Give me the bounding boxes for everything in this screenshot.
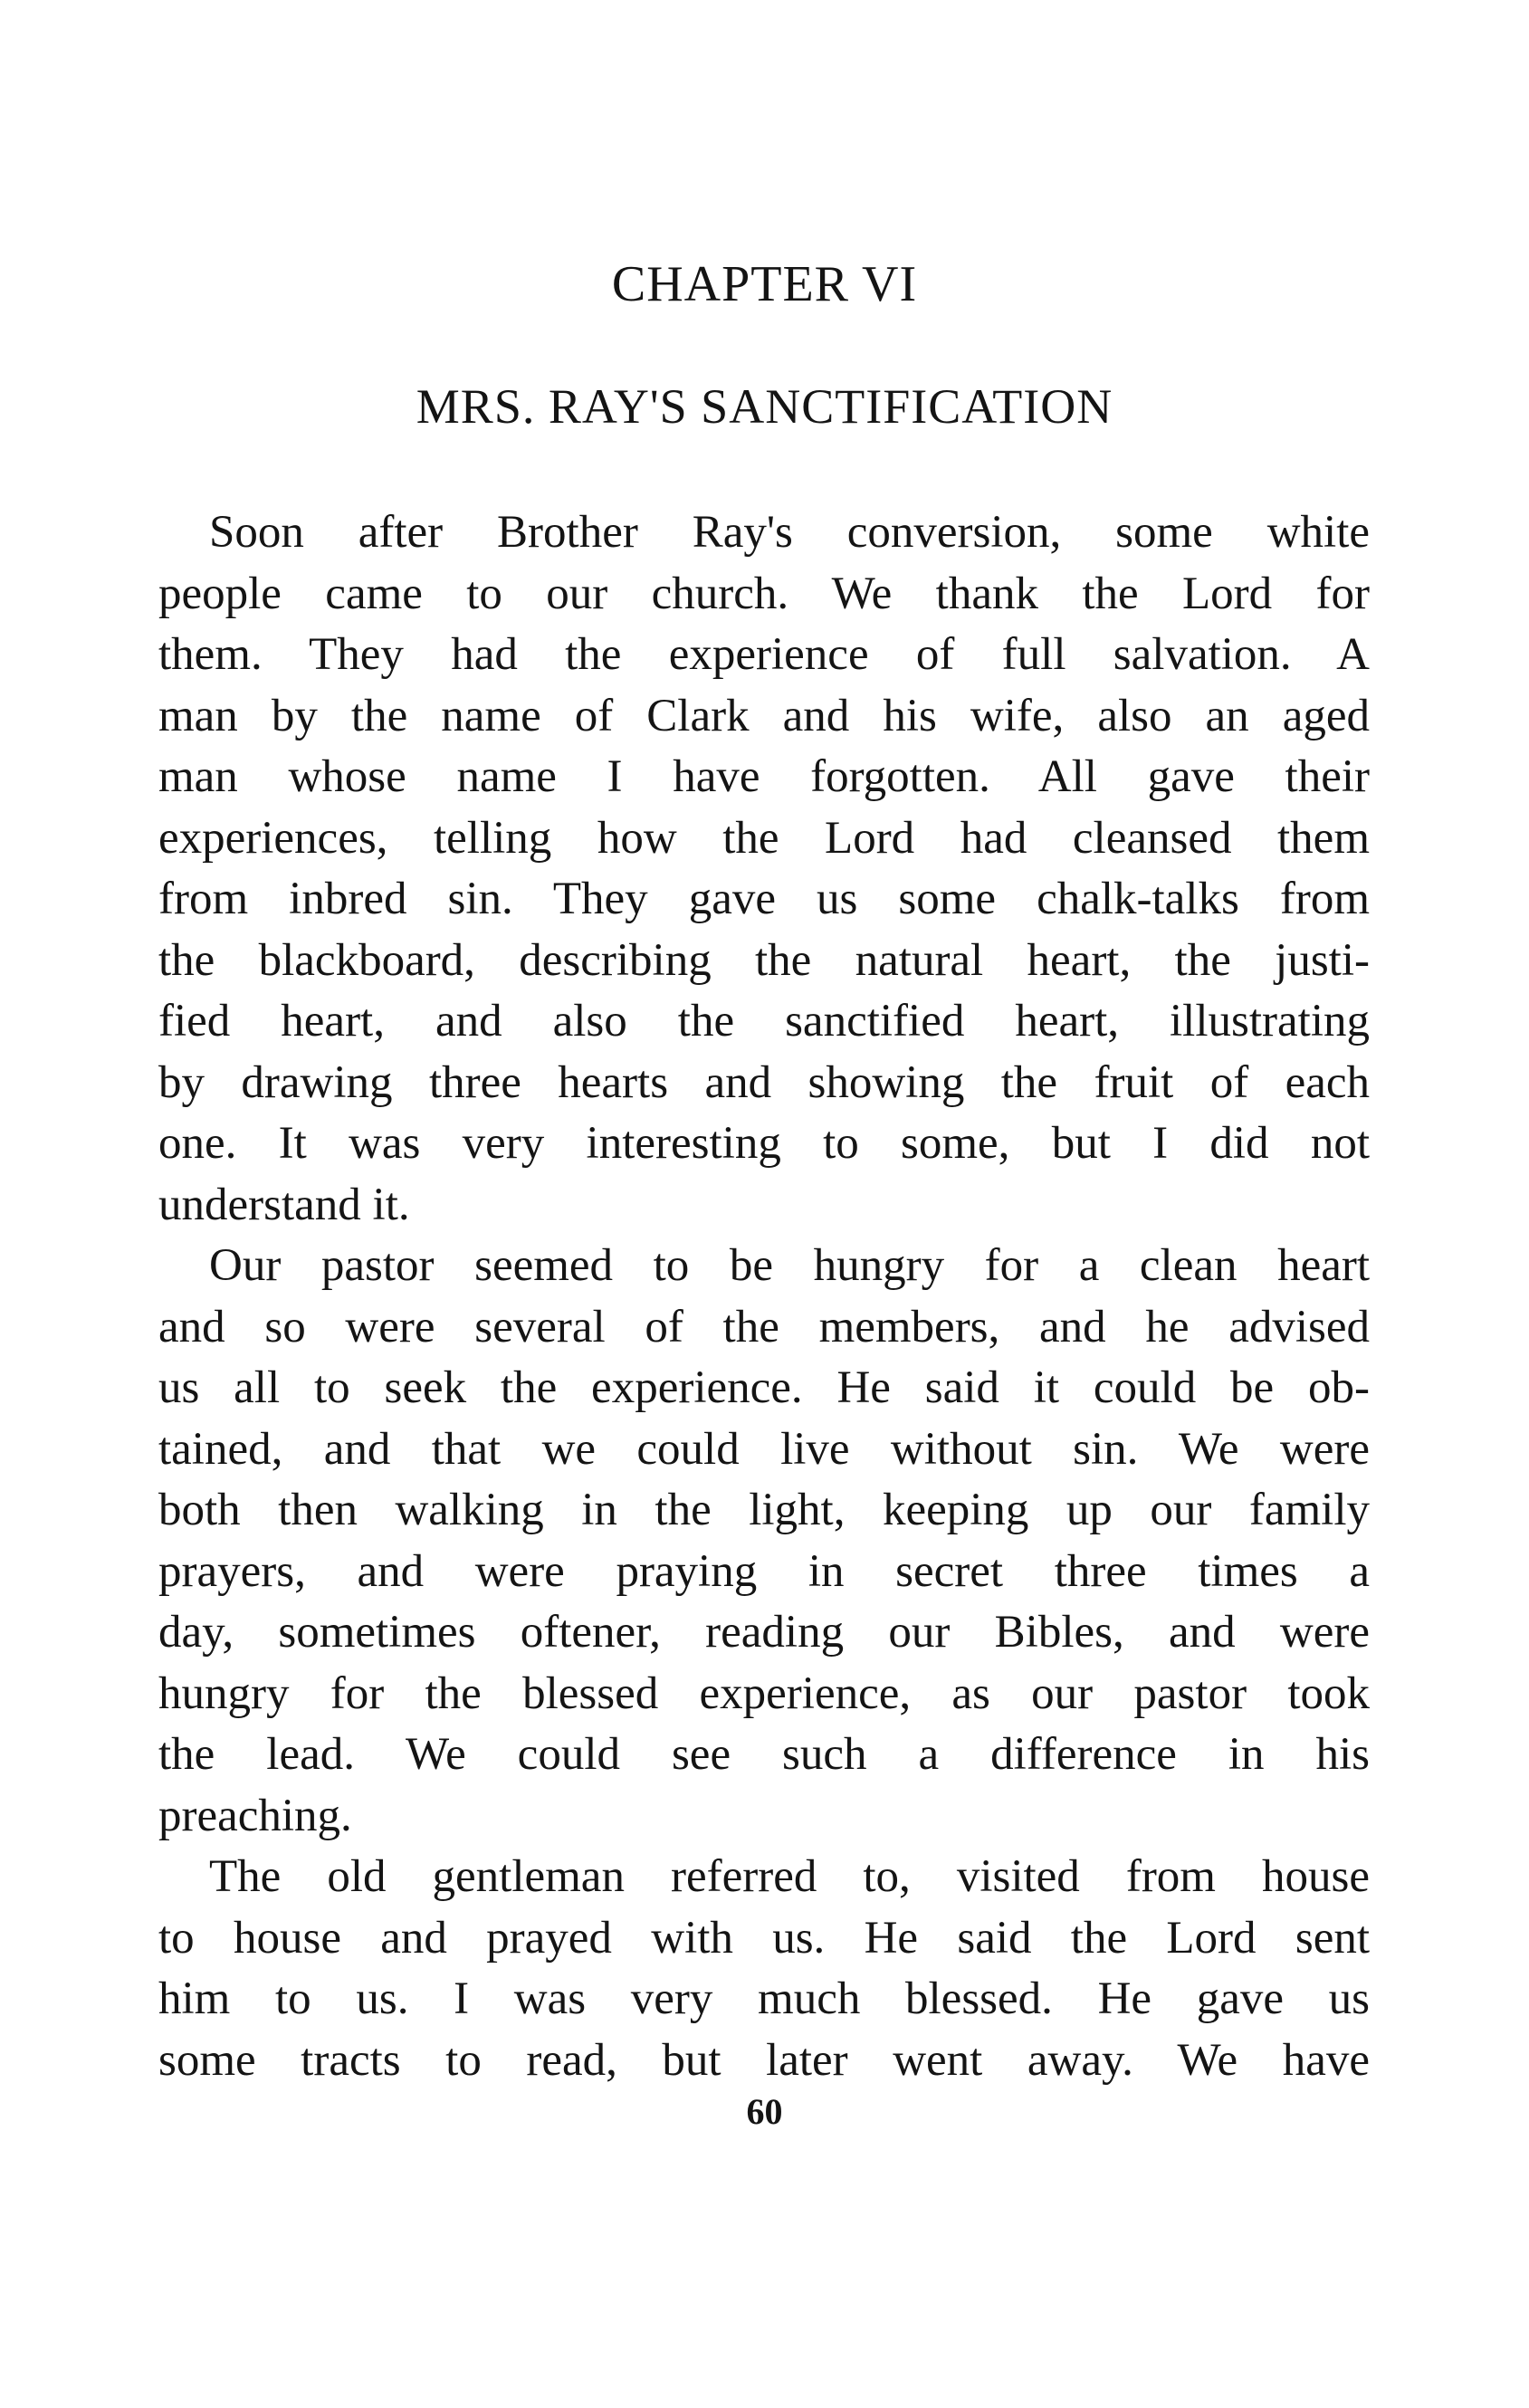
text-line: them. They had the experience of full salvation. A xyxy=(158,629,1370,680)
paragraph-3 xyxy=(158,1847,1370,2091)
text-line: by drawing three hearts and showing the fruit of each xyxy=(158,1056,1370,1108)
text-line: the lead. We could see such a difference in his xyxy=(158,1729,1370,1780)
text-line: day, sometimes oftener, reading our Bibles, and were xyxy=(158,1607,1370,1658)
paragraph-1 xyxy=(158,502,1370,1236)
text-line: Our pastor seemed to be hungry for a clean heart xyxy=(209,1240,1370,1291)
body-text xyxy=(158,502,1370,2091)
chapter-subtitle: MRS. RAY'S SANCTIFICATION xyxy=(416,379,1113,434)
text-line: fied heart, and also the sanctified heart, illustrating xyxy=(158,996,1370,1046)
text-line: experiences, telling how the Lord had cleansed them xyxy=(158,812,1370,864)
page-number: 60 xyxy=(746,2091,783,2132)
text-line: some tracts to read, but later went away. We have xyxy=(158,2034,1370,2086)
text-line: understand it. xyxy=(158,1179,410,1230)
text-line: tained, and that we could live without sin. We were xyxy=(158,1423,1370,1475)
text-line: man whose name I have forgotten. All gave their xyxy=(158,751,1370,802)
paragraph-2 xyxy=(158,1236,1370,1847)
text-line: us all to seek the experience. He said it could be ob- xyxy=(158,1362,1370,1413)
text-line: Soon after Brother Ray's conversion, some white xyxy=(209,507,1370,558)
chapter-title: CHAPTER VI xyxy=(611,256,918,312)
text-line: preaching. xyxy=(158,1790,352,1841)
text-line: to house and prayed with us. He said the Lord sent xyxy=(158,1912,1370,1964)
text-line: prayers, and were praying in secret three times a xyxy=(158,1545,1370,1597)
text-line: man by the name of Clark and his wife, also an aged xyxy=(158,690,1370,741)
text-line: and so were several of the members, and he advised xyxy=(158,1301,1370,1352)
text-line: from inbred sin. They gave us some chalk-talks from xyxy=(158,874,1370,924)
text-line: the blackboard, describing the natural heart, the justi- xyxy=(158,934,1370,986)
text-line: hungry for the blessed experience, as our pastor took xyxy=(158,1667,1370,1719)
text-line: him to us. I was very much blessed. He gave us xyxy=(158,1973,1370,2024)
text-line: both then walking in the light, keeping up our family xyxy=(158,1485,1370,1535)
text-line: people came to our church. We thank the Lord for xyxy=(158,568,1370,619)
text-line: one. It was very interesting to some, but I did not xyxy=(158,1118,1370,1169)
text-line: The old gentleman referred to, visited from house xyxy=(209,1851,1370,1902)
